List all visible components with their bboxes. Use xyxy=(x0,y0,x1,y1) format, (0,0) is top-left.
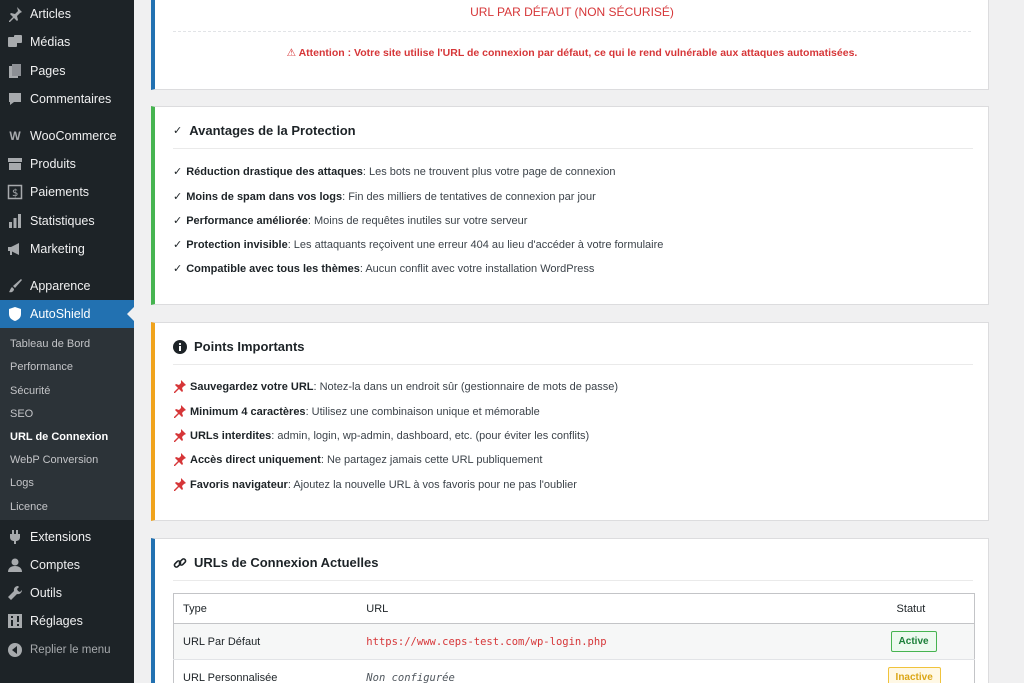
comment-icon xyxy=(6,90,24,108)
important-item: Sauvegardez votre URL : Notez-la dans un endroit sûr (gestionnaire de mots de passe) xyxy=(173,380,618,393)
menu-item-extensions[interactable]: Extensions xyxy=(0,524,134,550)
settings-icon xyxy=(6,612,24,630)
advantages-card xyxy=(151,106,989,305)
menu-item-medias[interactable]: Médias xyxy=(0,29,134,55)
pushpin-icon xyxy=(173,380,186,393)
pin-icon xyxy=(6,5,24,23)
megaphone-icon xyxy=(6,240,24,258)
status-badge: Inactive xyxy=(888,667,941,683)
plugin-icon xyxy=(6,528,24,546)
submenu-tableau-de-bord[interactable]: Tableau de Bord xyxy=(10,338,91,350)
svg-text:$: $ xyxy=(12,188,19,199)
dollar-icon xyxy=(6,183,24,201)
submenu-performance[interactable]: Performance xyxy=(10,361,73,373)
table-row xyxy=(174,660,975,683)
column-header-url: URL xyxy=(357,594,864,624)
brush-icon xyxy=(6,277,24,295)
submenu-url-de-connexion[interactable]: URL de Connexion xyxy=(10,431,109,443)
divider xyxy=(173,31,971,32)
url-type: URL Par Défaut xyxy=(174,624,358,660)
column-header-status: Statut xyxy=(865,594,975,624)
submenu-webp-conversion[interactable]: WebP Conversion xyxy=(10,454,99,466)
status-badge: Active xyxy=(891,631,937,652)
checkmark-icon: ✓ xyxy=(173,166,183,178)
checkmark-icon: ✓ xyxy=(173,125,183,137)
media-icon xyxy=(6,33,24,51)
advantage-item: ✓ Réduction drastique des attaques : Les bots ne trouvent plus votre page de connexion xyxy=(173,165,616,178)
menu-item-commentaires[interactable]: Commentaires xyxy=(0,86,134,112)
collapse-icon xyxy=(6,641,24,659)
menu-item-statistiques[interactable]: Statistiques xyxy=(0,208,134,234)
advantage-item: ✓ Protection invisible : Les attaquants reçoivent une erreur 404 au lieu d'accéder à votre formulaire xyxy=(173,238,664,251)
advantages-title: ✓ Avantages de la Protection xyxy=(173,123,356,138)
current-urls-card xyxy=(151,538,989,683)
menu-item-articles[interactable]: Articles xyxy=(0,1,134,27)
active-indicator xyxy=(127,307,134,321)
default-url-warning-card xyxy=(151,0,989,90)
menu-item-autoshield[interactable]: AutoShield xyxy=(0,300,134,328)
pushpin-icon xyxy=(173,429,186,442)
table-row xyxy=(174,624,975,660)
url-type: URL Personnalisée xyxy=(183,671,278,683)
shield-icon xyxy=(6,305,24,323)
url-value: Non configurée xyxy=(366,671,455,683)
menu-item-marketing[interactable]: Marketing xyxy=(0,236,134,262)
admin-sidebar xyxy=(0,0,134,683)
warning-text: ⚠ Attention : Votre site utilise l'URL de connexion par défaut, ce qui le rend vulnérable aux attaques automatisées. xyxy=(286,47,858,59)
chart-icon xyxy=(6,212,24,230)
urls-table xyxy=(173,593,975,683)
urls-title: URLs de Connexion Actuelles xyxy=(173,555,378,570)
link-icon xyxy=(173,556,187,570)
menu-item-pages[interactable]: Pages xyxy=(0,58,134,84)
submenu-licence[interactable]: Licence xyxy=(10,501,48,513)
important-item: Minimum 4 caractères : Utilisez une combinaison unique et mémorable xyxy=(173,405,540,418)
autoshield-submenu xyxy=(0,328,134,520)
divider xyxy=(173,148,973,149)
user-icon xyxy=(6,556,24,574)
table-header-row xyxy=(174,594,975,624)
menu-item-reglages[interactable]: Réglages xyxy=(0,608,134,634)
submenu-seo[interactable]: SEO xyxy=(10,408,34,420)
important-item: URLs interdites : admin, login, wp-admin, dashboard, etc. (pour éviter les conflits) xyxy=(173,429,589,442)
url-value[interactable]: https://www.ceps-test.com/wp-login.php xyxy=(366,635,607,648)
column-header-type: Type xyxy=(174,594,358,624)
checkmark-icon: ✓ xyxy=(173,263,183,275)
info-icon xyxy=(173,340,187,354)
menu-item-comptes[interactable]: Comptes xyxy=(0,552,134,578)
checkmark-icon: ✓ xyxy=(173,239,183,251)
submenu-logs[interactable]: Logs xyxy=(10,477,34,489)
pushpin-icon xyxy=(173,478,186,491)
menu-item-paiements[interactable]: $ Paiements xyxy=(0,179,134,205)
warning-title: URL PAR DÉFAUT (NON SÉCURISÉ) xyxy=(470,5,674,19)
menu-item-apparence[interactable]: Apparence xyxy=(0,273,134,299)
wrench-icon xyxy=(6,584,24,602)
important-title: Points Importants xyxy=(173,339,305,354)
advantage-item: ✓ Moins de spam dans vos logs : Fin des milliers de tentatives de connexion par jour xyxy=(173,190,596,203)
important-item: Accès direct uniquement : Ne partagez jamais cette URL publiquement xyxy=(173,453,542,466)
important-item: Favoris navigateur : Ajoutez la nouvelle URL à vos favoris pour ne pas l'oublier xyxy=(173,478,577,491)
important-points-card xyxy=(151,322,989,521)
pages-icon xyxy=(6,62,24,80)
divider xyxy=(173,580,973,581)
archive-icon xyxy=(6,155,24,173)
pushpin-icon xyxy=(173,405,186,418)
submenu-securite[interactable]: Sécurité xyxy=(10,385,51,397)
advantage-item: ✓ Compatible avec tous les thèmes : Aucun conflit avec votre installation WordPress xyxy=(173,262,595,275)
divider xyxy=(173,364,973,365)
pushpin-icon xyxy=(173,453,186,466)
woo-icon: W xyxy=(9,129,21,143)
checkmark-icon: ✓ xyxy=(173,191,183,203)
menu-item-produits[interactable]: Produits xyxy=(0,151,134,177)
advantage-item: ✓ Performance améliorée : Moins de requêtes inutiles sur votre serveur xyxy=(173,214,528,227)
collapse-menu-button[interactable]: Replier le menu xyxy=(0,637,134,663)
menu-item-woocommerce[interactable]: W WooCommerce xyxy=(0,123,134,149)
checkmark-icon: ✓ xyxy=(173,215,183,227)
menu-item-outils[interactable]: Outils xyxy=(0,580,134,606)
